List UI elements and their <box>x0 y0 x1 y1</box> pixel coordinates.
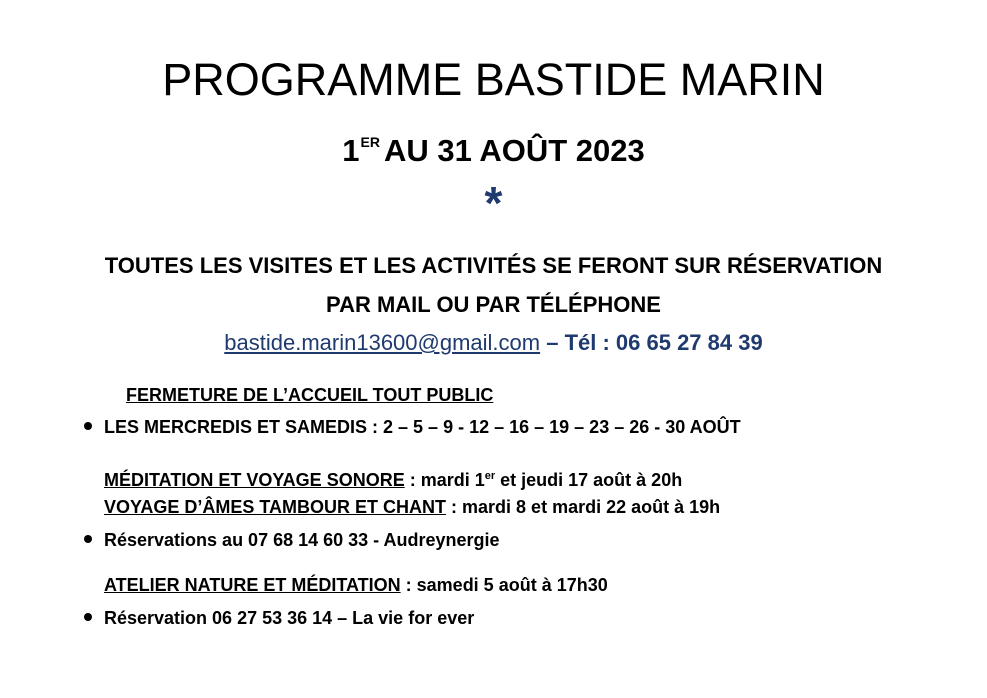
date-range-day: 1 <box>342 133 360 168</box>
reservation-item-1 <box>84 528 500 552</box>
bullet-icon <box>84 613 92 621</box>
voyage-line <box>104 495 720 519</box>
phone-text: – Tél : 06 65 27 84 39 <box>540 330 763 355</box>
meditation-dates-sup: er <box>484 470 496 482</box>
meditation-dates-b: et jeudi 17 août à 20h <box>495 470 683 490</box>
date-range-rest: AU 31 AOÛT 2023 <box>383 133 645 168</box>
reservation-notice-line1: TOUTES LES VISITES ET LES ACTIVITÉS SE FERONT SUR RÉSERVATION <box>104 253 883 278</box>
bullet-icon <box>84 535 92 543</box>
reservation-notice-line2: PAR MAIL OU PAR TÉLÉPHONE <box>326 292 661 317</box>
atelier-line <box>104 573 608 597</box>
reservation-item-2 <box>84 606 474 630</box>
atelier-dates: : samedi 5 août à 17h30 <box>400 575 608 595</box>
meditation-line <box>104 464 682 492</box>
date-range-ordinal: ER <box>360 134 380 150</box>
reservation-1-text: Réservations au 07 68 14 60 33 - Audreynergie <box>104 530 500 550</box>
voyage-dates: : mardi 8 et mardi 22 août à 19h <box>446 497 721 517</box>
email-link[interactable]: bastide.marin13600@gmail.com <box>224 330 541 355</box>
date-range <box>0 120 987 173</box>
contact-line <box>0 328 987 358</box>
meditation-dates-a: : mardi 1 <box>404 470 485 490</box>
bullet-icon <box>84 422 92 430</box>
page-title: PROGRAMME BASTIDE MARIN <box>162 54 825 105</box>
closure-dates-item <box>84 415 741 439</box>
closure-heading: FERMETURE DE L’ACCUEIL TOUT PUBLIC <box>126 385 494 405</box>
atelier-name: ATELIER NATURE ET MÉDITATION <box>104 575 401 595</box>
closure-dates-text: LES MERCREDIS ET SAMEDIS : 2 – 5 – 9 - 12 – 16 – 19 – 23 – 26 - 30 AOÛT <box>104 417 741 437</box>
meditation-name: MÉDITATION ET VOYAGE SONORE <box>104 470 405 490</box>
reservation-2-text: Réservation 06 27 53 36 14 – La vie for ever <box>104 608 475 628</box>
asterisk-separator: * <box>484 177 503 229</box>
voyage-name: VOYAGE D’ÂMES TAMBOUR ET CHANT <box>104 497 447 517</box>
